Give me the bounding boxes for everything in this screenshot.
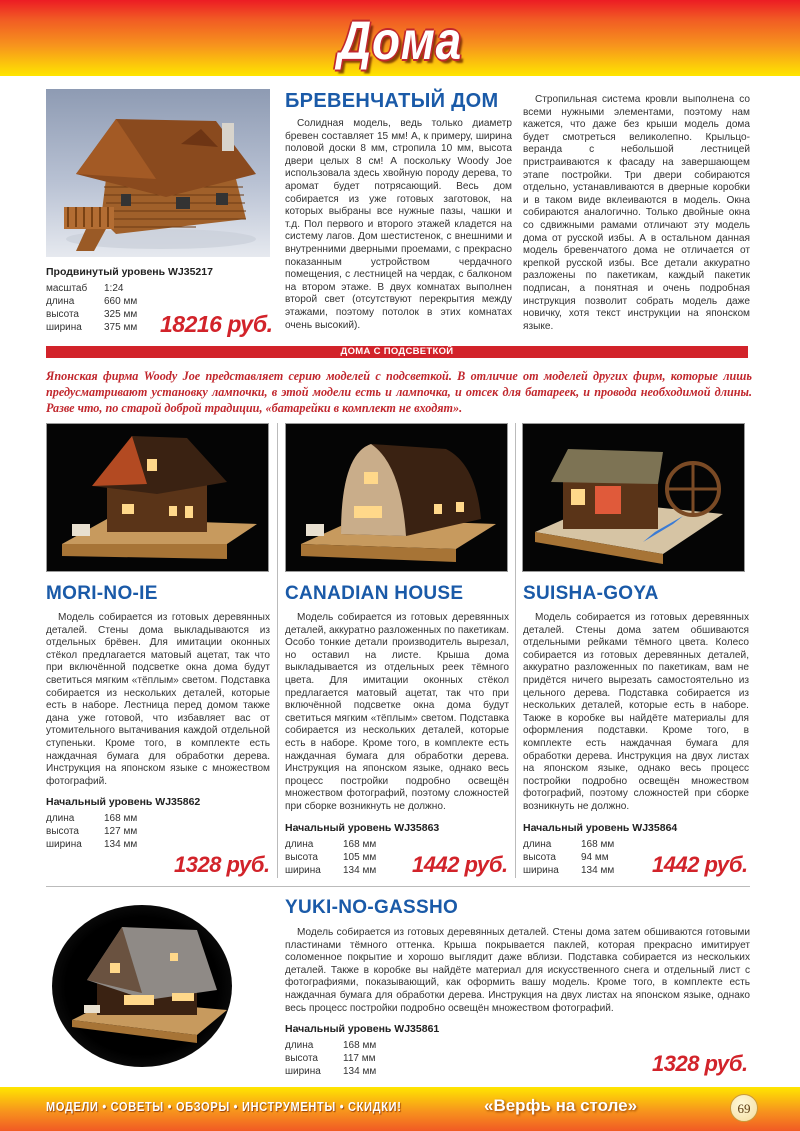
spec-row: ширина 134 мм bbox=[285, 1066, 377, 1077]
product-description-mori-no-ie: Модель собирается из готовых деревянных деталей. Стены дома выкладываются из отдельных брёвен. Для имитации оконных стёкол предлагается матовый ацетат, так что при включённой подсветке окна дома будут светиться мягким «тёплым» светом. Подставка собирается из нескольких деталей, которые есть в наборе. Лестница перед домом также дана уже готовой, что избавляет вас от утомительного вытачивания каждой отдельной ступеньки. Кроме того, в комплекте есть наждачная бумага для обработки дерева. Инструкция на японском языке с множеством фотографий. bbox=[46, 612, 270, 787]
spec-row: высота 325 мм bbox=[46, 309, 138, 320]
yuki-no-gassho-illustration bbox=[52, 905, 232, 1067]
canadian-house-photo bbox=[285, 423, 508, 572]
spec-row: длина 168 мм bbox=[46, 813, 138, 824]
spec-row: ширина 134 мм bbox=[285, 865, 377, 876]
page-header bbox=[0, 0, 800, 76]
spec-title: Начальный уровень WJ35864 bbox=[523, 822, 678, 834]
product-title-yuki-no-gassho: YUKI-NO-GASSHO bbox=[285, 897, 459, 918]
section-banner-title: ДОМА С ПОДСВЕТКОЙ bbox=[340, 346, 454, 357]
spec-title: Начальный уровень WJ35861 bbox=[285, 1023, 440, 1035]
product-specs-mori-no-ie bbox=[46, 796, 276, 851]
spec-row: высота 127 мм bbox=[46, 826, 138, 837]
canadian-house-illustration bbox=[286, 424, 508, 572]
product-title-suisha-goya: SUISHA-GOYA bbox=[523, 583, 659, 604]
product-price-canadian-house: 1442 руб. bbox=[412, 852, 508, 877]
product-price-yuki-no-gassho: 1328 руб. bbox=[652, 1051, 748, 1076]
featured-description-col2: Стропильная система кровли выполнена со всеми нужными элементами, поэтому нам кажется, что даже без крыши модель дома будет смотреться великолепно. Крыльцо-веранда с небольшой лестницей пристраиваются к фасаду на завершающем этапе постройки. Три двери собираются отдельно, устанавливаются в дверные коробки и в таком виде вклеиваются в модель. Окна собираются аналогично. Только двойные окна со сдвижными рамами отличают эту модель дома от русской избы. А в остальном данная модель бревенчатого дома не отличается от крепкой русской избы. Все детали аккуратно разложены по пакетикам, каждый пакетик подписан, а понятная и очень подробная инструкция позволит собрать модель даже новичку, хотя текст инструкции на японском языке. bbox=[523, 94, 750, 332]
section-banner bbox=[46, 346, 748, 358]
spec-row: ширина 375 мм bbox=[46, 322, 138, 333]
column-divider bbox=[515, 423, 516, 878]
spec-row: ширина 134 мм bbox=[523, 865, 615, 876]
footer-magazine-title: «Верфь на столе» bbox=[484, 1096, 638, 1115]
column-divider bbox=[277, 423, 278, 878]
yuki-no-gassho-photo bbox=[52, 905, 232, 1067]
page-footer bbox=[0, 1087, 800, 1131]
product-description-yuki-no-gassho: Модель собирается из готовых деревянных деталей. Стены дома затем обшиваются готовыми пластинами тёмного оттенка. Крыша покрывается паклей, которая прекрасно имитирует соломенное покрытие и хорошо выглядит даже вблизи. Подставка собирается из нескольких деталей. Также в коробке вы найдёте материал для искусственного снега и отдельный лист с фотографиями, показывающий, как оформить вашу модель. Кроме того, в комплекте есть наждачная бумага для обработки дерева. Инструкция на двух листах на японском языке, однако весь процесс постройки подробно освещён множеством фотографий. bbox=[285, 927, 750, 1014]
suisha-goya-photo bbox=[522, 423, 745, 572]
spec-row: длина 168 мм bbox=[285, 839, 377, 850]
product-description-canadian-house: Модель собирается из готовых деревянных деталей, аккуратно разложенных по пакетикам. Особо тонкие детали производитель вырезал, но оставил на листе. Крыша дома выкладывается из отдельных реек тёмного цвета. Для имитации оконных стёкол предлагается матовый ацетат, так что при включённой подсветке окна дома будут светиться мягким «тёплым» светом. Подставка собирается из нескольких деталей, которые есть в наборе. Кроме того, в комплекте есть наждачная бумага для обработки дерева. Инструкция на японском языке, однако весь процесс постройки подробно освещён множеством фотографий, поэтому сложностей при сборке возникнуть не должно. bbox=[285, 612, 509, 812]
product-title-canadian-house: CANADIAN HOUSE bbox=[285, 583, 464, 604]
suisha-goya-illustration bbox=[523, 424, 745, 572]
product-price-mori-no-ie: 1328 руб. bbox=[174, 852, 270, 877]
product-description-suisha-goya: Модель собирается из готовых деревянных деталей. Стены дома затем обшиваются отдельными рейками тёмного цвета. Колесо собирается из готовых деревянных деталей, аккуратно разложенных по пакетикам, вам не придётся ничего вырезать самостоятельно из цельного дерева. Подставка собирается из нескольких деталей, которые есть в наборе. Также в коробке вы найдёте материалы для оформления подставки. Кроме того, в комплекте есть наждачная бумага для обработки дерева. Инструкция на двух листах на японском языке, однако весь процесс постройки подробно освещён множеством фотографий, поэтому сложностей при сборке возникнуть не должно. bbox=[523, 612, 749, 812]
spec-title: Начальный уровень WJ35862 bbox=[46, 796, 201, 808]
spec-row: высота 105 мм bbox=[285, 852, 377, 863]
spec-row: ширина 134 мм bbox=[46, 839, 138, 850]
spec-row: длина 660 мм bbox=[46, 296, 138, 307]
spec-title: Начальный уровень WJ35863 bbox=[285, 822, 440, 834]
log-house-photo bbox=[46, 89, 270, 257]
product-price-suisha-goya: 1442 руб. bbox=[652, 852, 748, 877]
spec-row: длина 168 мм bbox=[285, 1040, 377, 1051]
spec-row: высота 94 мм bbox=[523, 852, 609, 863]
mori-no-ie-illustration bbox=[47, 424, 269, 572]
section-divider bbox=[46, 886, 750, 887]
footer-tagline: МОДЕЛИ • СОВЕТЫ • ОБЗОРЫ • ИНСТРУМЕНТЫ • СКИДКИ! bbox=[46, 1100, 402, 1114]
product-title-mori-no-ie: MORI-NO-IE bbox=[46, 583, 158, 604]
spec-row: масштаб 1:24 bbox=[46, 283, 124, 294]
page-number: 69 bbox=[730, 1094, 758, 1122]
page-title: Дома bbox=[337, 11, 463, 71]
spec-row: высота 117 мм bbox=[285, 1053, 376, 1064]
spec-row: длина 168 мм bbox=[523, 839, 615, 850]
product-specs-yuki-no-gassho bbox=[285, 1023, 515, 1078]
spec-title: Продвинутый уровень WJ35217 bbox=[46, 266, 213, 278]
section-intro: Японская фирма Woody Joe представляет серию моделей с подсветкой. В отличие от моделей других фирм, которые лишь предусматривают установку лампочки, в этой модели есть и лампочка, и отсек для батареек, и провода необходимой длины. Разве что, по старой доброй традиции, «батарейки в комплект не входят». bbox=[46, 369, 752, 415]
featured-description-col1: Солидная модель, ведь только диаметр бревен составляет 15 мм! А, к примеру, ширина половой доски 8 мм, стропила 10 мм, высота двери целых 8 см! А поскольку Woody Joe использовала здесь хвойную породу дерева, то аромат будет потрясающий. Весь дом собирается из уже готовых заготовок, на которых выбраны все нужные пазы, чашки и т.д. Пол первого и второго этажей кладется на систему лагов. Дом шестистенок, с внешними и внутренними дверными проемами, с прекрасно показанным устройством чердачного помещения, с лестницей на чердак, с балконом на втором этаже. В двух комнатах выполнен второй свет (отсутствуют перекрытия между этажами, поэтому потолок в этих комнатах очень высокий). bbox=[285, 118, 512, 331]
featured-price: 18216 руб. bbox=[160, 311, 273, 337]
mori-no-ie-photo bbox=[46, 423, 269, 572]
log-house-illustration bbox=[46, 89, 270, 257]
featured-title: БРЕВЕНЧАТЫЙ ДОМ bbox=[285, 90, 499, 112]
